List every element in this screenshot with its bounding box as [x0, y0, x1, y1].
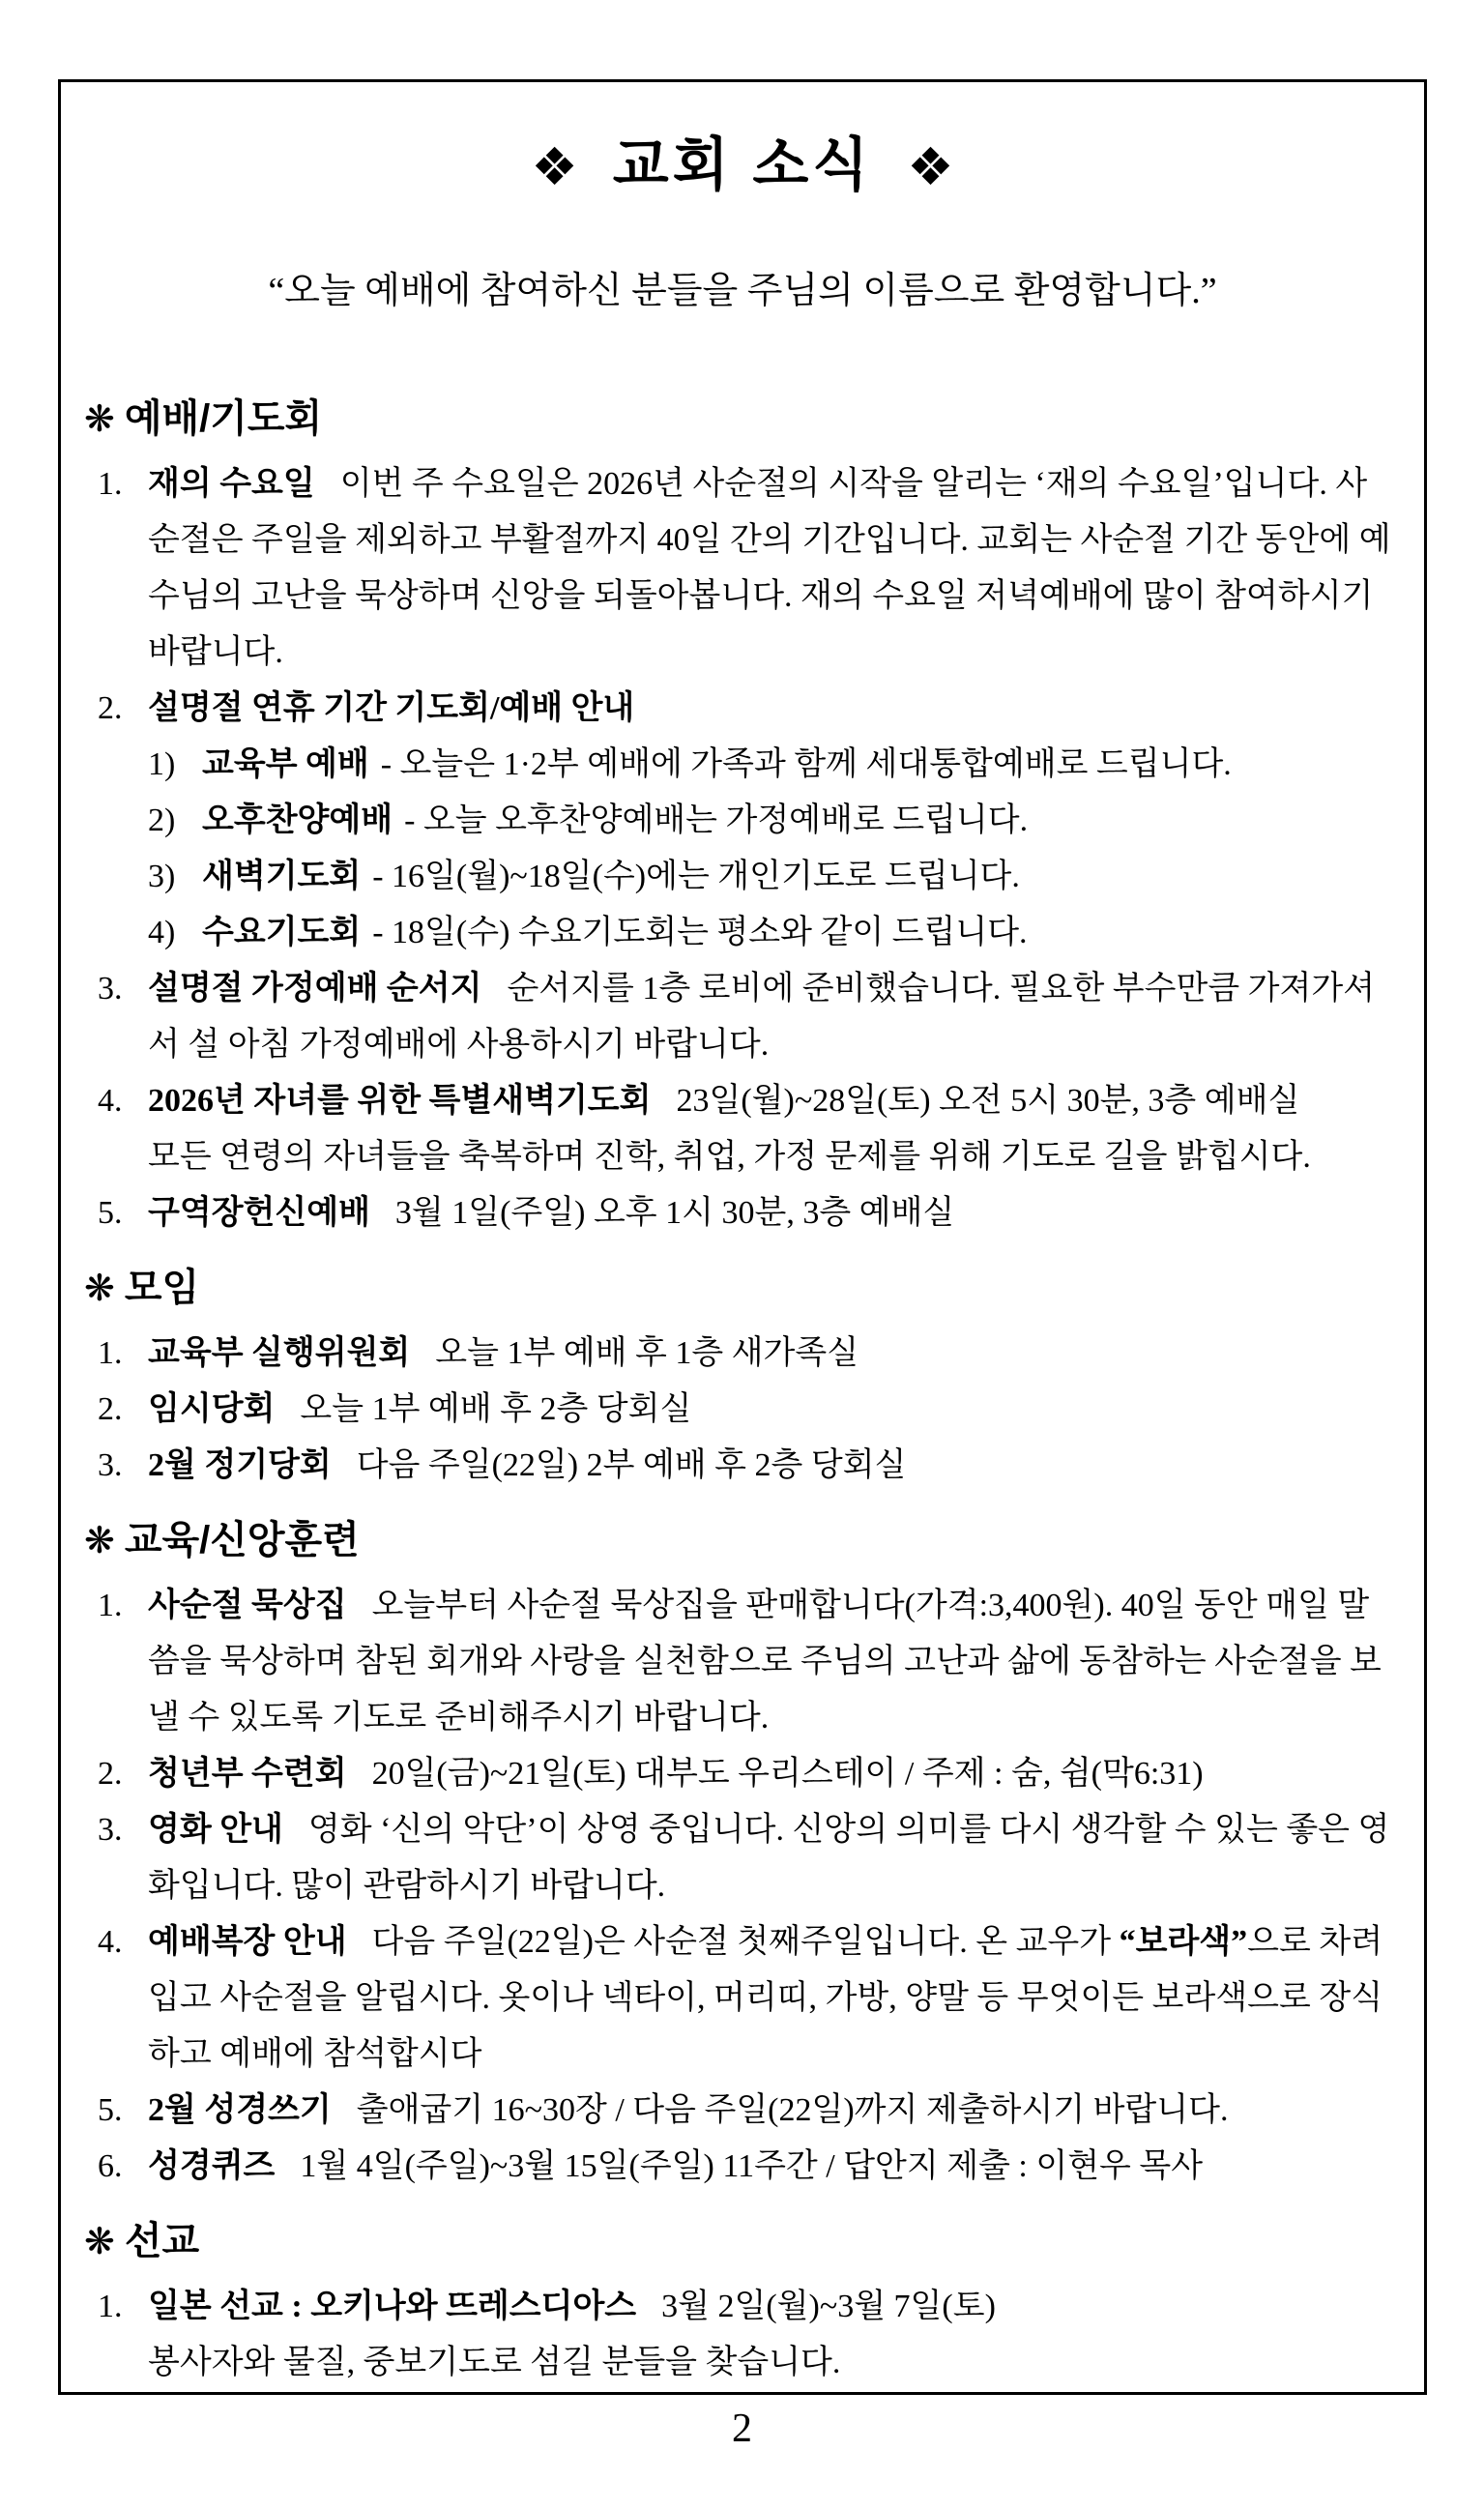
- item-number: 1.: [98, 466, 123, 502]
- item-text: 3월 1일(주일) 오후 1시 30분, 3층 예배실: [394, 1195, 955, 1231]
- announcement-item: [61, 1185, 1395, 1241]
- asterisk-flower-icon: ❋: [84, 1269, 115, 1309]
- subitem-number: 1): [148, 746, 176, 782]
- item-number: 4.: [98, 1924, 123, 1960]
- subitem-text: - 오늘은 1·2부 예배에 가족과 함께 세대통합예배로 드립니다.: [380, 746, 1232, 782]
- announcement-item: [61, 681, 1395, 961]
- item-text: 오늘부터 사순절 묵상집을 판매합니다(가격:3,400원). 40일 동안 매일 말씀을 묵상하며 참된 회개와 사랑을 실천함으로 주님의 고난과 삶에 동참하는 사순절을 보낼 수 있도록 기도로 준비해주시기 바랍니다.: [148, 1588, 1382, 1736]
- item-title: 구역장헌신예배: [148, 1195, 370, 1231]
- item-title: 예배복장 안내: [148, 1924, 347, 1960]
- subitem-text: - 18일(수) 수요기도회는 평소와 같이 드립니다.: [372, 915, 1028, 950]
- item-title: 설명절 연휴 기간 기도회/예배 안내: [148, 690, 635, 726]
- item-title: 사순절 묵상집: [148, 1588, 347, 1623]
- section-worship-prayer: [61, 395, 1424, 1241]
- subitem-number: 2): [148, 802, 176, 838]
- announcement-item: [61, 961, 1395, 1073]
- announcement-item: [61, 456, 1395, 681]
- announcement-subitem: [148, 849, 1395, 905]
- page-title-text: 교회 소식: [612, 132, 873, 197]
- section-heading: [84, 1517, 1424, 1564]
- item-text: 순서지를 1층 로비에 준비했습니다. 필요한 부수만큼 가져가셔서 설 아침 가정예배에 사용하시기 바랍니다.: [148, 971, 1376, 1063]
- item-text-line2: 봉사자와 물질, 중보기도로 섬길 분들을 찾습니다.: [148, 2345, 841, 2380]
- item-text: 다음 주일(22일) 2부 예배 후 2층 당회실: [356, 1447, 907, 1483]
- section-heading-label: 모임: [124, 1267, 200, 1309]
- announcement-item: [61, 2083, 1395, 2139]
- section-missions: [61, 2218, 1424, 2391]
- item-number: 2.: [98, 1391, 123, 1427]
- item-title: 청년부 수련회: [148, 1756, 347, 1792]
- item-number: 2.: [98, 1756, 123, 1792]
- item-text: 다음 주일(22일)은 사순절 첫째주일입니다. 온 교우가: [371, 1924, 1120, 1960]
- section-meetings: [61, 1265, 1424, 1494]
- announcement-list: [61, 1578, 1424, 2195]
- item-number: 3.: [98, 1812, 123, 1848]
- item-title: 2월 성경쓰기: [148, 2092, 332, 2128]
- diamond-decor-right-icon: ❖: [907, 138, 954, 196]
- item-number: 2.: [98, 690, 123, 726]
- announcement-list: [61, 2279, 1424, 2391]
- subitem-title: 오후찬양예배: [202, 802, 393, 838]
- item-text: 출애굽기 16~30장 / 다음 주일(22일)까지 제출하시기 바랍니다.: [356, 2092, 1229, 2128]
- subitem-title: 새벽기도회: [202, 859, 362, 894]
- item-number: 5.: [98, 2092, 123, 2128]
- announcement-item: [61, 1914, 1395, 2083]
- item-text: 23일(월)~28일(토) 오전 5시 30분, 3층 예배실: [676, 1083, 1300, 1119]
- subitem-number: 4): [148, 915, 176, 950]
- item-text-line2: 모든 연령의 자녀들을 축복하며 진학, 취업, 가정 문제를 위해 기도로 길을 밝힙시다.: [148, 1139, 1311, 1175]
- section-heading: [84, 2218, 1424, 2265]
- item-text: 20일(금)~21일(토) 대부도 우리스테이 / 주제 : 숨, 쉼(막6:31): [371, 1756, 1204, 1792]
- bulletin-frame: [58, 79, 1427, 2395]
- announcement-item: [61, 2139, 1395, 2195]
- announcement-item: [61, 1438, 1395, 1494]
- subitem-text: - 오늘 오후찬양예배는 가정예배로 드립니다.: [404, 802, 1029, 838]
- item-number: 3.: [98, 1447, 123, 1483]
- item-number: 1.: [98, 1588, 123, 1623]
- announcement-subitem: [148, 737, 1395, 793]
- section-heading: [84, 395, 1424, 443]
- announcement-item: [61, 1073, 1395, 1185]
- announcement-subitem: [148, 793, 1395, 849]
- item-text: 영화 ‘신의 악단’이 상영 중입니다. 신앙의 의미를 다시 생각할 수 있는 좋은 영화입니다. 많이 관람하시기 바랍니다.: [148, 1812, 1390, 1904]
- subitem-number: 3): [148, 859, 176, 894]
- item-title: 2026년 자녀를 위한 특별새벽기도회: [148, 1083, 652, 1119]
- announcement-item: [61, 1578, 1395, 1746]
- item-text: 1월 4일(주일)~3월 15일(주일) 11주간 / 답안지 제출 : 이현우 목사: [300, 2148, 1204, 2184]
- asterisk-flower-icon: ❋: [84, 2222, 115, 2262]
- highlighted-word: “보라색”: [1119, 1924, 1248, 1960]
- subitem-text: - 16일(월)~18일(수)에는 개인기도로 드립니다.: [372, 859, 1020, 894]
- announcement-item: [61, 1802, 1395, 1914]
- item-title: 임시당회: [148, 1391, 276, 1427]
- item-number: 5.: [98, 1195, 123, 1231]
- item-title: 일본 선교 : 오키나와 뜨레스디아스: [148, 2289, 637, 2324]
- item-title: 재의 수요일: [148, 466, 315, 502]
- section-heading-label: 선교: [124, 2220, 200, 2262]
- item-title: 2월 정기당회: [148, 1447, 332, 1483]
- announcement-item: [61, 1326, 1395, 1382]
- item-title: 설명절 가정예배 순서지: [148, 971, 482, 1007]
- announcement-item: [61, 2279, 1395, 2391]
- announcement-list: [61, 456, 1424, 1241]
- item-title: 영화 안내: [148, 1812, 283, 1848]
- item-title: 교육부 실행위원회: [148, 1335, 411, 1371]
- announcement-list: [61, 1326, 1424, 1494]
- asterisk-flower-icon: ❋: [84, 1521, 115, 1561]
- item-text: 오늘 1부 예배 후 2층 당회실: [300, 1391, 692, 1427]
- section-education-training: [61, 1517, 1424, 2195]
- announcement-item: [61, 1382, 1395, 1438]
- item-text: 3월 2일(월)~3월 7일(토): [661, 2289, 996, 2324]
- item-number: 6.: [98, 2148, 123, 2184]
- diamond-decor-left-icon: ❖: [531, 138, 578, 196]
- item-number: 1.: [98, 2289, 123, 2324]
- section-heading-label: 교육/신앙훈련: [124, 1519, 360, 1561]
- item-text: 오늘 1부 예배 후 1층 새가족실: [435, 1335, 859, 1371]
- item-number: 3.: [98, 971, 123, 1007]
- section-heading: [84, 1265, 1424, 1312]
- item-text: 이번 주 수요일은 2026년 사순절의 시작을 알리는 ‘재의 수요일’입니다. 사순절은 주일을 제외하고 부활절까지 40일 간의 기간입니다. 교회는 사순절 기간 동안에 예수님의 고난을 묵상하며 신앙을 되돌아봅니다. 재의 수요일 저녁예배에 많이 참여하시기 바랍니다.: [148, 466, 1391, 670]
- asterisk-flower-icon: ❋: [84, 399, 115, 440]
- item-text-continued: 으로 차려입고 사순절을 알립시다. 옷이나 넥타이, 머리띠, 가방, 양말 등 무엇이든 보라색으로 장식하고 예배에 참석합시다: [148, 1924, 1383, 2072]
- welcome-message: “오늘 예배에 참여하신 분들을 주님의 이름으로 환영합니다.”: [268, 271, 1217, 311]
- page-number: 2: [732, 2407, 752, 2451]
- item-number: 4.: [98, 1083, 123, 1119]
- section-heading-label: 예배/기도회: [124, 397, 323, 440]
- subitem-title: 교육부 예배: [202, 746, 369, 782]
- announcement-item: [61, 1746, 1395, 1802]
- item-title: 성경퀴즈: [148, 2148, 276, 2184]
- announcement-subitem: [148, 905, 1395, 961]
- subitem-title: 수요기도회: [202, 915, 362, 950]
- item-number: 1.: [98, 1335, 123, 1371]
- page-title: [61, 131, 1424, 200]
